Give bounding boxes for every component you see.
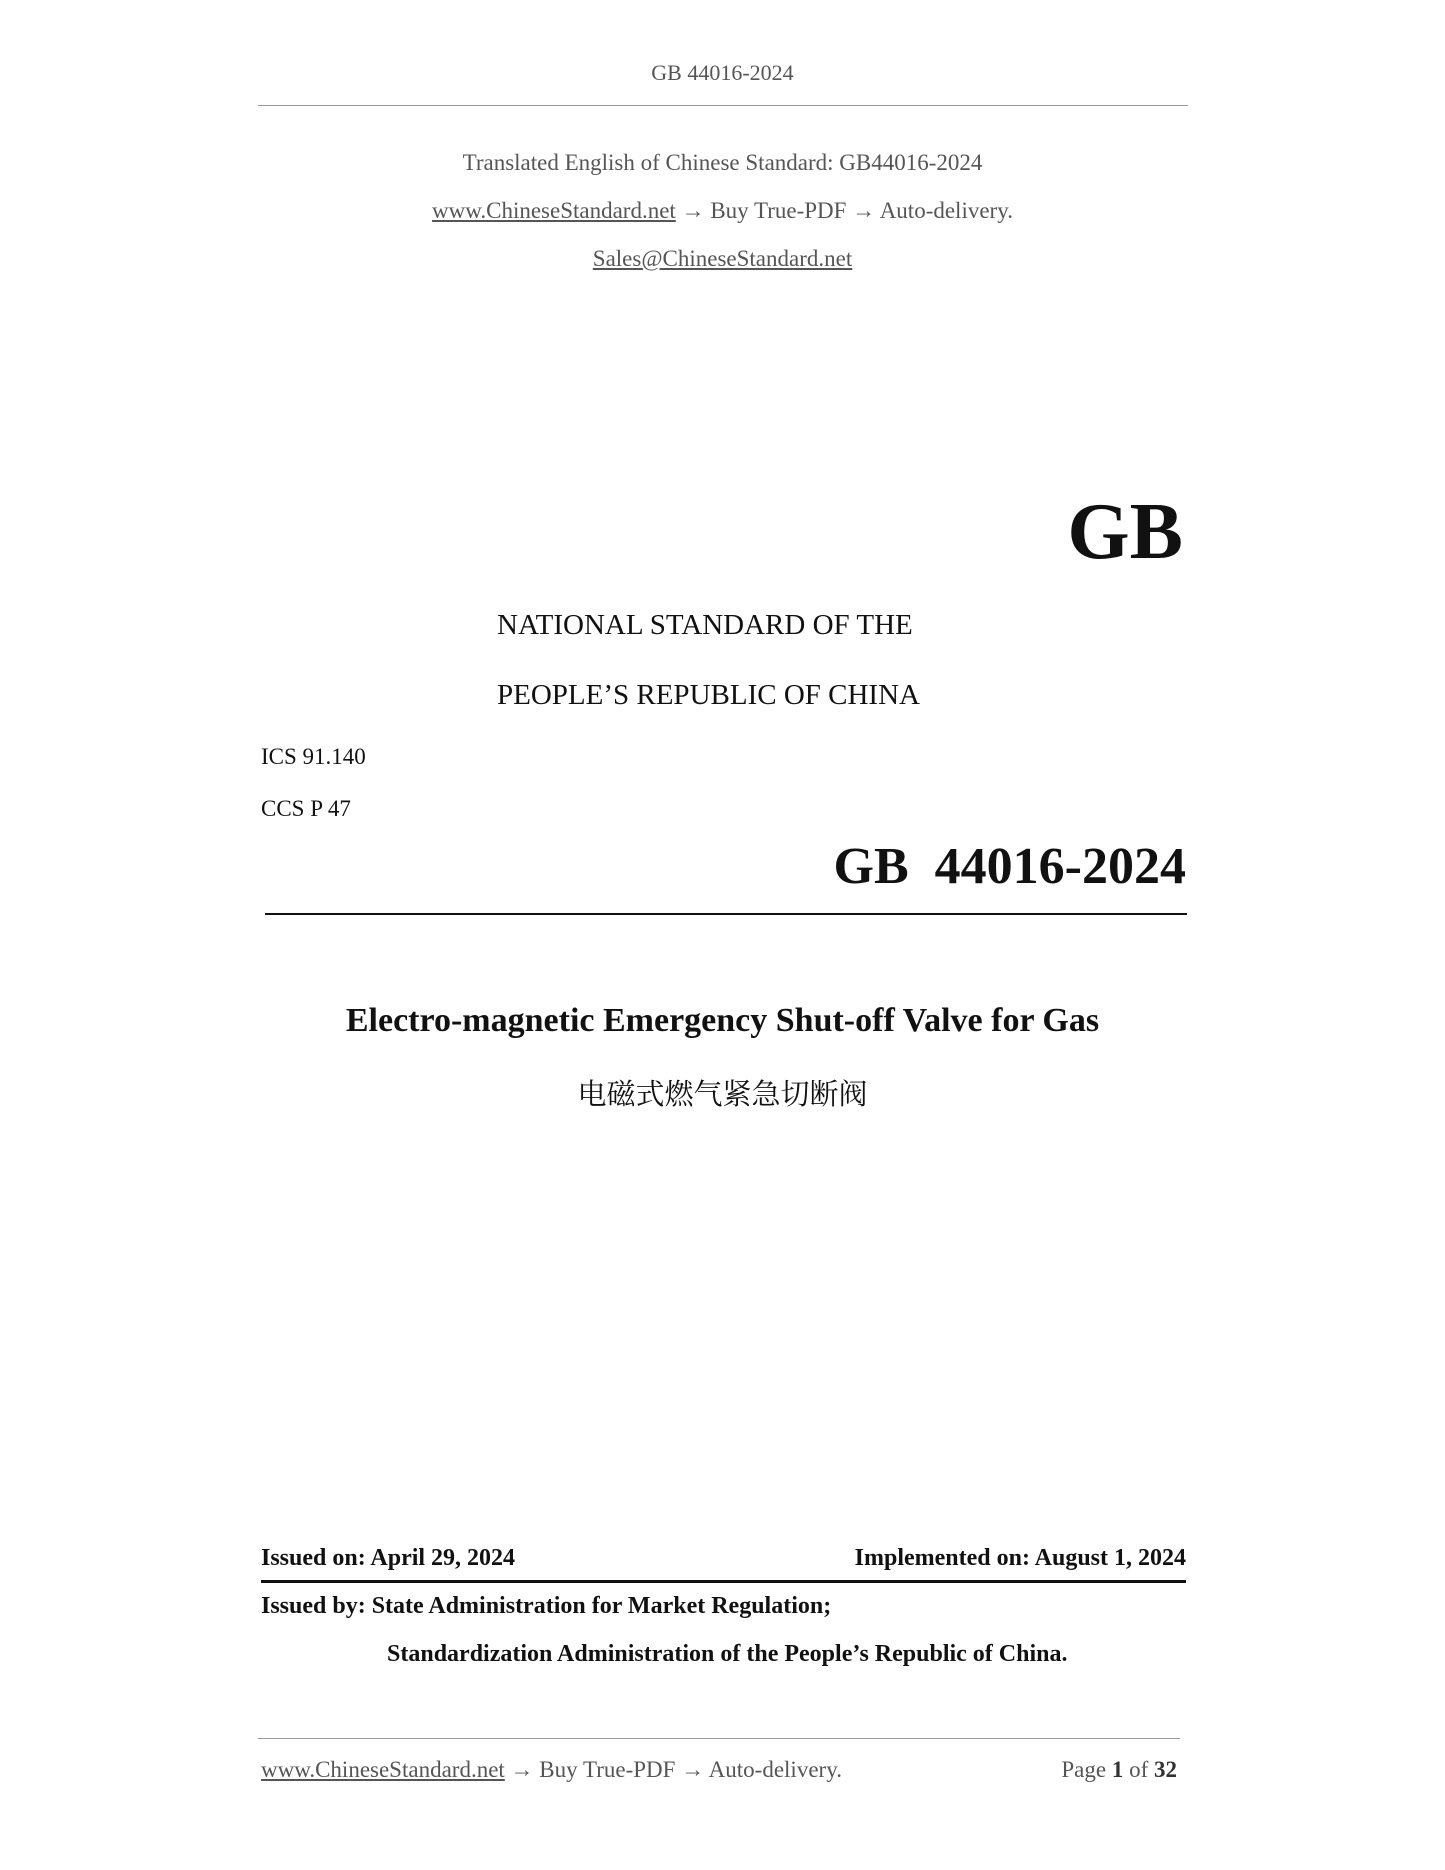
page-indicator xyxy=(1061,1757,1177,1783)
arrow-right-icon: → xyxy=(852,198,876,223)
national-standard-line1: NATIONAL STANDARD OF THE xyxy=(497,609,913,641)
email-link[interactable]: Sales@ChineseStandard.net xyxy=(592,246,853,271)
footer-delivery-text: Auto-delivery. xyxy=(708,1757,842,1782)
buy-text: Buy True-PDF xyxy=(710,198,847,223)
issue-divider xyxy=(261,1580,1186,1583)
email-line xyxy=(0,246,1445,272)
issued-by-second: Standardization Administration of the People’s Republic of China. xyxy=(387,1641,1068,1667)
gb-mark: GB xyxy=(1067,488,1183,576)
page-total: 32 xyxy=(1154,1757,1177,1782)
national-standard-line2: PEOPLE’S REPUBLIC OF CHINA xyxy=(497,679,920,711)
footer-buy-text: Buy True-PDF xyxy=(539,1757,676,1782)
footer-divider xyxy=(258,1738,1180,1739)
issued-by: Issued by: State Administration for Market Regulation; xyxy=(261,1593,832,1619)
arrow-right-icon: → xyxy=(510,1757,534,1782)
ccs-code: CCS P 47 xyxy=(261,796,351,821)
delivery-text: Auto-delivery. xyxy=(879,198,1013,223)
title-english: Electro-magnetic Emergency Shut-off Valve for Gas xyxy=(345,1002,1100,1039)
title-chinese: 电磁式燃气紧急切断阀 xyxy=(577,1077,868,1111)
site-link[interactable]: www.ChineseStandard.net xyxy=(432,198,676,223)
implemented-on: Implemented on: August 1, 2024 xyxy=(854,1545,1186,1571)
arrow-right-icon: → xyxy=(681,1757,705,1782)
page-number: 1 xyxy=(1111,1757,1124,1782)
of-label: of xyxy=(1129,1757,1149,1782)
running-header: GB 44016-2024 xyxy=(651,60,794,85)
issued-on: Issued on: April 29, 2024 xyxy=(261,1545,516,1571)
footer-buy-line xyxy=(261,1757,842,1783)
page-label: Page xyxy=(1061,1757,1107,1782)
ics-code: ICS 91.140 xyxy=(261,744,366,769)
buy-line xyxy=(0,198,1445,224)
arrow-right-icon: → xyxy=(681,198,705,223)
number-divider xyxy=(265,913,1187,915)
standard-number: GB 44016-2024 xyxy=(833,838,1186,895)
translation-notice: Translated English of Chinese Standard: GB44016-2024 xyxy=(462,150,983,175)
footer-site-link[interactable]: www.ChineseStandard.net xyxy=(261,1757,505,1782)
header-divider xyxy=(258,105,1188,106)
